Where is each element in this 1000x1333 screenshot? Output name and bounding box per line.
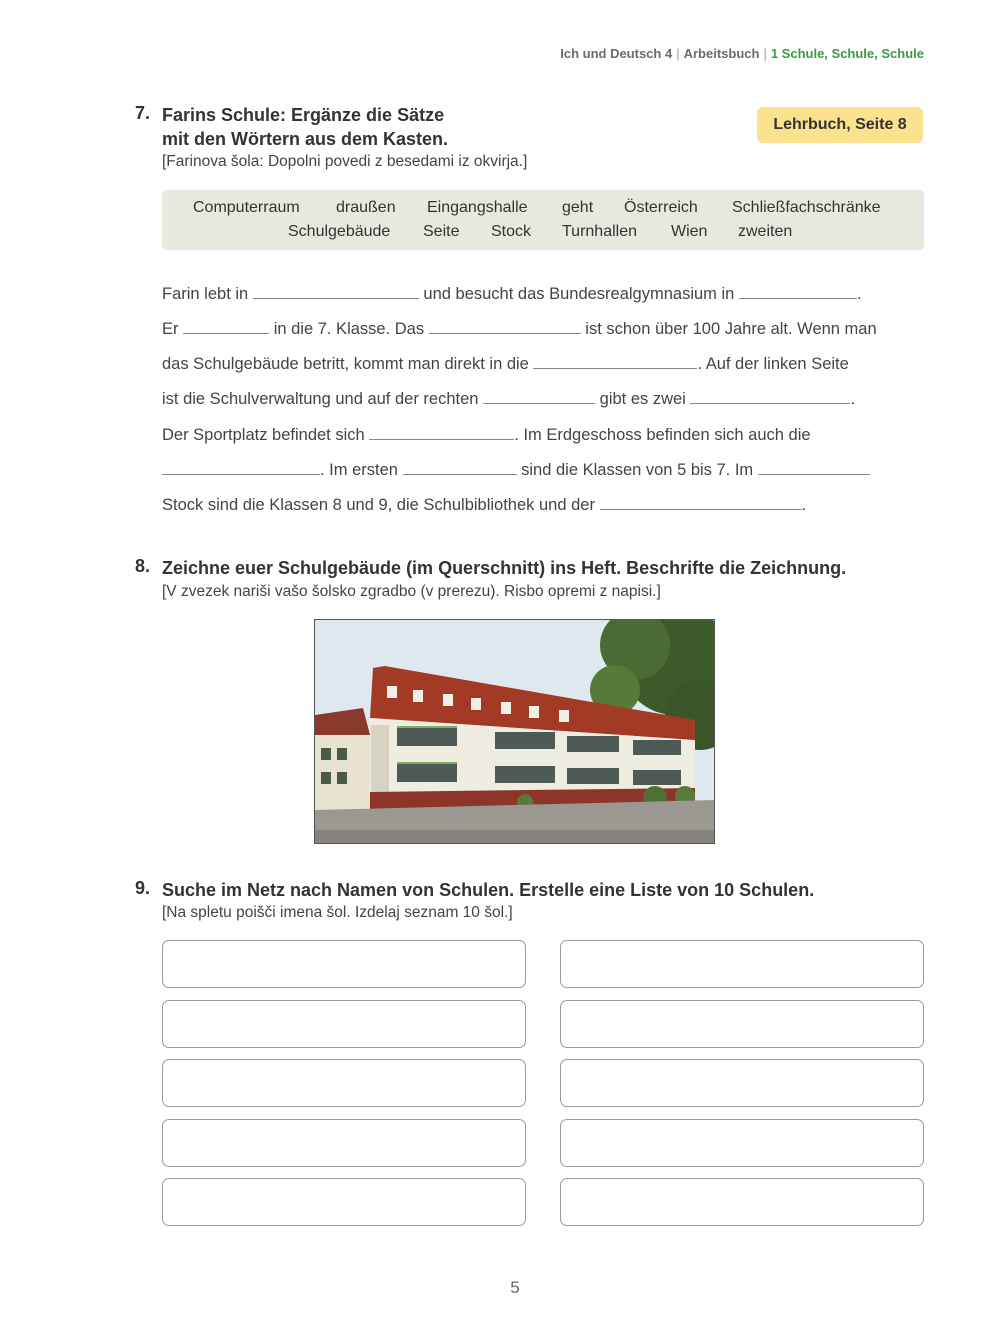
blank-field[interactable] [253, 280, 419, 299]
task-7-subtitle: [Farinova šola: Dopolni povedi z besedami iz okvirja.] [162, 153, 528, 170]
blank-field[interactable] [183, 315, 269, 334]
word-box-item: Computerraum [193, 199, 300, 216]
task-8-title: Zeichne euer Schulgebäude (im Querschnitt) ins Heft. Beschrifte die Zeichnung. [162, 558, 847, 578]
school-name-input[interactable] [162, 1059, 526, 1107]
school-name-input[interactable] [560, 1059, 924, 1107]
book-part: Arbeitsbuch [683, 46, 760, 61]
word-box-item: Eingangshalle [427, 199, 528, 216]
header-separator: | [676, 46, 680, 61]
task-9-subtitle: [Na spletu poišči imena šol. Izdelaj seznam 10 šol.] [162, 904, 513, 921]
header-separator: | [763, 46, 767, 61]
cloze-text-segment: Farin lebt in [162, 285, 249, 303]
book-title: Ich und Deutsch 4 [560, 46, 673, 61]
school-name-input[interactable] [162, 1000, 526, 1048]
word-box-item: Seite [423, 223, 460, 240]
blank-field[interactable] [429, 315, 581, 334]
cloze-line-7 [162, 491, 806, 516]
blank-field[interactable] [739, 280, 857, 299]
cloze-text-segment: . [801, 496, 807, 514]
school-name-input[interactable] [162, 940, 526, 988]
word-box-item: geht [562, 199, 594, 216]
cloze-text-segment: das Schulgebäude betritt, kommt man direkt in die [162, 355, 529, 373]
blank-field[interactable] [690, 385, 850, 404]
cloze-text-segment: ist schon über 100 Jahre alt. Wenn man [585, 320, 877, 338]
school-name-input[interactable] [162, 1178, 526, 1226]
cloze-line-2 [162, 315, 877, 340]
word-box-item: zweiten [738, 223, 793, 240]
task-8-number: 8. [135, 556, 151, 576]
cloze-line-5 [162, 421, 811, 446]
school-name-input[interactable] [560, 1178, 924, 1226]
cloze-line-1 [162, 280, 862, 305]
word-box [162, 190, 924, 250]
task-9-title: Suche im Netz nach Namen von Schulen. Erstelle eine Liste von 10 Schulen. [162, 880, 815, 900]
cloze-text-segment: in die 7. Klasse. Das [273, 320, 425, 338]
cloze-text-segment: . [856, 285, 862, 303]
school-building-photo [314, 619, 715, 844]
cloze-text-segment: . Im Erdgeschoss befinden sich auch die [514, 426, 811, 444]
word-box-item: Turnhallen [562, 223, 638, 240]
word-box-item: Österreich [624, 199, 698, 216]
task-7-title [162, 103, 448, 151]
cloze-line-4 [162, 385, 855, 410]
blank-field[interactable] [403, 456, 517, 475]
cloze-text-segment: . Auf der linken Seite [697, 355, 849, 373]
running-header [560, 46, 924, 61]
school-name-input[interactable] [560, 940, 924, 988]
cloze-text-segment: gibt es zwei [599, 390, 686, 408]
task-8-subtitle: [V zvezek nariši vašo šolsko zgradbo (v prerezu). Risbo opremi z napisi.] [162, 583, 661, 600]
blank-field[interactable] [600, 491, 802, 510]
school-name-input[interactable] [162, 1119, 526, 1167]
task-7-title-line2: mit den Wörtern aus dem Kasten. [162, 129, 449, 149]
cloze-text-segment: sind die Klassen von 5 bis 7. Im [521, 461, 754, 479]
cloze-text-segment: und besucht das Bundesrealgymnasium in [423, 285, 735, 303]
blank-field[interactable] [533, 350, 697, 369]
word-box-item: Wien [671, 223, 708, 240]
task-7-number: 7. [135, 103, 151, 123]
blank-field[interactable] [369, 421, 514, 440]
cloze-text-segment: Der Sportplatz befindet sich [162, 426, 365, 444]
blank-field[interactable] [483, 385, 595, 404]
blank-field[interactable] [162, 456, 320, 475]
cloze-text-segment: . Im ersten [320, 461, 398, 479]
word-box-item: Schulgebäude [288, 223, 391, 240]
blank-field[interactable] [758, 456, 870, 475]
cloze-line-3 [162, 350, 849, 375]
school-name-input[interactable] [560, 1119, 924, 1167]
task-9-number: 9. [135, 878, 151, 898]
cloze-text-segment: Er [162, 320, 179, 338]
word-box-item: Schließfachschränke [732, 199, 881, 216]
school-building-illustration [315, 620, 715, 844]
cloze-text-segment: ist die Schulverwaltung und auf der rechten [162, 390, 479, 408]
task-7-title-line1: Farins Schule: Ergänze die Sätze [162, 105, 445, 125]
cloze-text-segment: . [850, 390, 856, 408]
word-box-item: draußen [336, 199, 396, 216]
chapter-title: 1 Schule, Schule, Schule [770, 46, 924, 61]
word-box-item: Stock [491, 223, 532, 240]
cloze-text-segment: Stock sind die Klassen 8 und 9, die Schulbibliothek und der [162, 496, 595, 514]
textbook-reference-badge: Lehrbuch, Seite 8 [757, 107, 923, 143]
school-name-input[interactable] [560, 1000, 924, 1048]
page-number: 5 [510, 1278, 520, 1297]
cloze-line-6 [162, 456, 870, 481]
